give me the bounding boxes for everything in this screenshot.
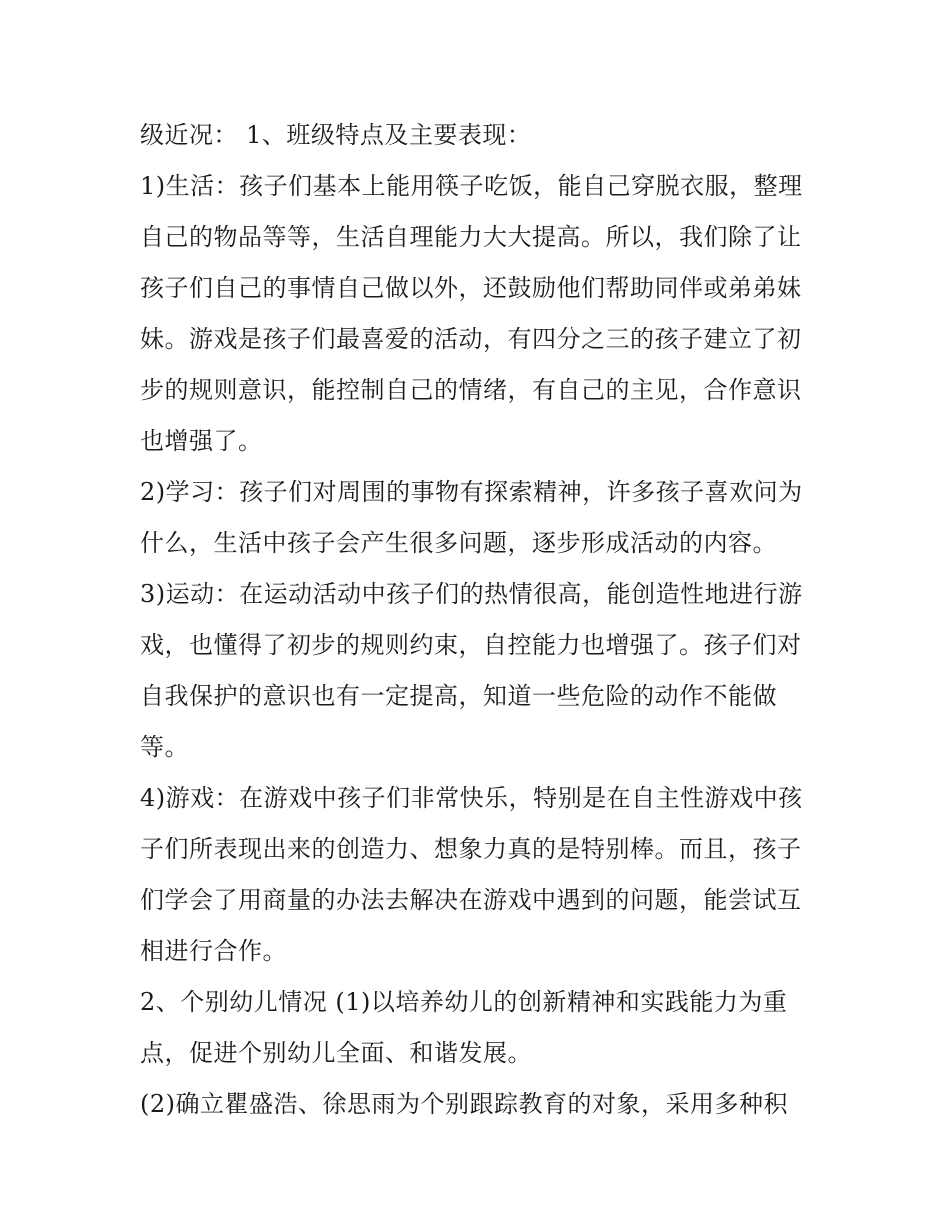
text-line: 级近况： 1、班级特点及主要表现： [140, 121, 532, 149]
text-line: 等。 [140, 733, 189, 761]
text-line: 点，促进个别幼儿全面、和谐发展。 [140, 1039, 532, 1067]
text-line: 2、个别幼儿情况 (1)以培养幼儿的创新精神和实践能力为重 [140, 988, 788, 1016]
text-line: 什么，生活中孩子会产生很多问题，逐步形成活动的内容。 [140, 529, 777, 557]
text-line: 自己的物品等等，生活自理能力大大提高。所以，我们除了让 [140, 223, 802, 251]
text-line: 自我保护的意识也有一定提高，知道一些危险的动作不能做 [140, 682, 777, 710]
text-line: 们学会了用商量的办法去解决在游戏中遇到的问题，能尝试互 [140, 886, 802, 914]
text-line: 步的规则意识，能控制自己的情绪，有自己的主见，合作意识 [140, 376, 802, 404]
text-line: 相进行合作。 [140, 937, 287, 965]
text-line: (2)确立瞿盛浩、徐思雨为个别跟踪教育的对象，采用多种积 [140, 1090, 788, 1118]
text-line: 戏，也懂得了初步的规则约束，自控能力也增强了。孩子们对 [140, 631, 802, 659]
text-line: 2)学习：孩子们对周围的事物有探索精神，许多孩子喜欢问为 [140, 478, 803, 506]
text-line: 也增强了。 [140, 427, 263, 455]
text-line: 1)生活：孩子们基本上能用筷子吃饭，能自己穿脱衣服，整理 [140, 172, 803, 200]
text-line: 妹。游戏是孩子们最喜爱的活动，有四分之三的孩子建立了初 [140, 325, 802, 353]
text-line: 子们所表现出来的创造力、想象力真的是特别棒。而且，孩子 [140, 835, 802, 863]
body-text [140, 110, 820, 1130]
text-line: 3)运动：在运动活动中孩子们的热情很高，能创造性地进行游 [140, 580, 803, 608]
text-line: 孩子们自己的事情自己做以外，还鼓励他们帮助同伴或弟弟妹 [140, 274, 802, 302]
text-line: 4)游戏：在游戏中孩子们非常快乐，特别是在自主性游戏中孩 [140, 784, 803, 812]
